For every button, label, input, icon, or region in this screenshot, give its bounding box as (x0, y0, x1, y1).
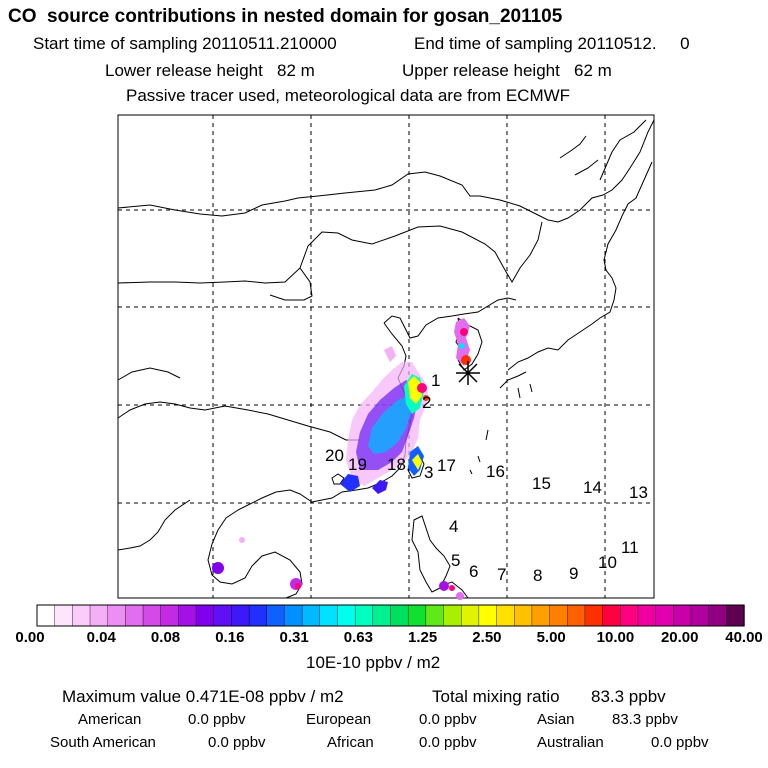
total-mixing-label: Total mixing ratio (432, 687, 560, 706)
colorbar-segment (125, 605, 143, 626)
end-sampling-label: End time of sampling 20110512. 0 (414, 34, 690, 53)
region-label: 7 (497, 565, 507, 584)
region-label: 14 (583, 478, 602, 497)
upper-release-label: Upper release height 62 m (402, 61, 612, 80)
colorbar-segment (673, 605, 691, 626)
american-label: American (78, 711, 142, 728)
region-label: 6 (469, 562, 479, 581)
receptor-marker (456, 361, 480, 385)
region-label: 19 (348, 455, 367, 474)
page-title: CO source contributions in nested domain for gosan_201105 (8, 6, 563, 27)
colorbar-segment (408, 605, 426, 626)
colorbar-segment (373, 605, 391, 626)
region-label: 4 (449, 517, 459, 536)
max-value-label: Maximum value 0.471E-08 ppbv / m2 (62, 687, 344, 706)
colorbar-segment (196, 605, 214, 626)
colorbar-segment (426, 605, 444, 626)
colorbar-segment (567, 605, 585, 626)
region-label: 15 (532, 474, 551, 493)
colorbar-tick-label: 0.00 (15, 629, 45, 646)
colorbar-tick-label: 20.00 (660, 629, 699, 646)
colorbar-segment (143, 605, 161, 626)
european-label: European (306, 711, 372, 728)
colorbar-segment (355, 605, 373, 626)
colorbar-segment (550, 605, 568, 626)
colorbar-segment (479, 605, 497, 626)
colorbar-units: 10E-10 ppbv / m2 (306, 653, 441, 672)
asian-value: 83.3 ppbv (612, 711, 678, 728)
colorbar-segment (90, 605, 108, 626)
colorbar-segment (72, 605, 90, 626)
colorbar-tick-label: 1.25 (408, 629, 438, 646)
american-value: 0.0 ppbv (188, 711, 246, 728)
region-label: 5 (451, 551, 461, 570)
start-sampling-label: Start time of sampling 20110511.210000 (33, 34, 337, 53)
colorbar-segment (55, 605, 73, 626)
colorbar-tick-label: 10.00 (596, 629, 635, 646)
colorbar-segment (709, 605, 727, 626)
south-american-label: South American (50, 734, 156, 751)
colorbar-tick-label: 0.16 (215, 629, 245, 646)
colorbar-segment (585, 605, 603, 626)
colorbar-segment (320, 605, 338, 626)
colorbar-segment (497, 605, 515, 626)
colorbar-segment (620, 605, 638, 626)
colorbar-segment (178, 605, 196, 626)
region-label: 17 (437, 456, 456, 475)
colorbar-segment (337, 605, 355, 626)
region-label: 18 (387, 455, 406, 474)
colorbar-tick-label: 0.08 (150, 629, 181, 646)
colorbar-tick-label: 40.00 (725, 629, 763, 646)
region-label: 13 (629, 483, 648, 502)
colorbar-segment (691, 605, 709, 626)
tracer-note: Passive tracer used, meteorological data are from ECMWF (126, 86, 571, 105)
south-american-value: 0.0 ppbv (208, 734, 266, 751)
colorbar-segment (656, 605, 674, 626)
colorbar-segment (391, 605, 409, 626)
region-label: 8 (533, 566, 543, 585)
region-label: 1 (431, 371, 441, 390)
map-frame (118, 115, 654, 598)
colorbar (37, 605, 745, 626)
region-label: 16 (486, 462, 505, 481)
colorbar-segment (161, 605, 179, 626)
region-label: 11 (621, 538, 639, 557)
african-label: African (327, 734, 374, 751)
colorbar-tick-label: 0.04 (86, 629, 116, 646)
region-label: 20 (325, 446, 344, 465)
lower-release-label: Lower release height 82 m (105, 61, 315, 80)
colorbar-segment (284, 605, 302, 626)
colorbar-tick-label: 2.50 (472, 629, 502, 646)
colorbar-segment (514, 605, 532, 626)
colorbar-segment (214, 605, 232, 626)
colorbar-segment (249, 605, 267, 626)
region-label: 10 (598, 553, 617, 572)
colorbar-tick-label: 0.63 (343, 629, 373, 646)
colorbar-segment (603, 605, 621, 626)
colorbar-segment (37, 605, 55, 626)
asian-label: Asian (537, 711, 575, 728)
european-value: 0.0 ppbv (419, 711, 477, 728)
region-label: 3 (424, 463, 434, 482)
colorbar-segment (461, 605, 479, 626)
colorbar-segment (532, 605, 550, 626)
colorbar-segment (726, 605, 744, 626)
colorbar-segment (444, 605, 462, 626)
colorbar-segment (638, 605, 656, 626)
colorbar-segment (231, 605, 249, 626)
colorbar-segment (302, 605, 320, 626)
colorbar-tick-label: 5.00 (536, 629, 566, 646)
african-value: 0.0 ppbv (419, 734, 477, 751)
region-label: 9 (569, 564, 579, 583)
region-label: 2 (422, 393, 432, 412)
australian-label: Australian (537, 734, 604, 751)
total-mixing-value: 83.3 ppbv (591, 687, 666, 706)
colorbar-segment (267, 605, 285, 626)
colorbar-segment (108, 605, 126, 626)
colorbar-tick-label: 0.31 (279, 629, 309, 646)
australian-value: 0.0 ppbv (651, 734, 709, 751)
